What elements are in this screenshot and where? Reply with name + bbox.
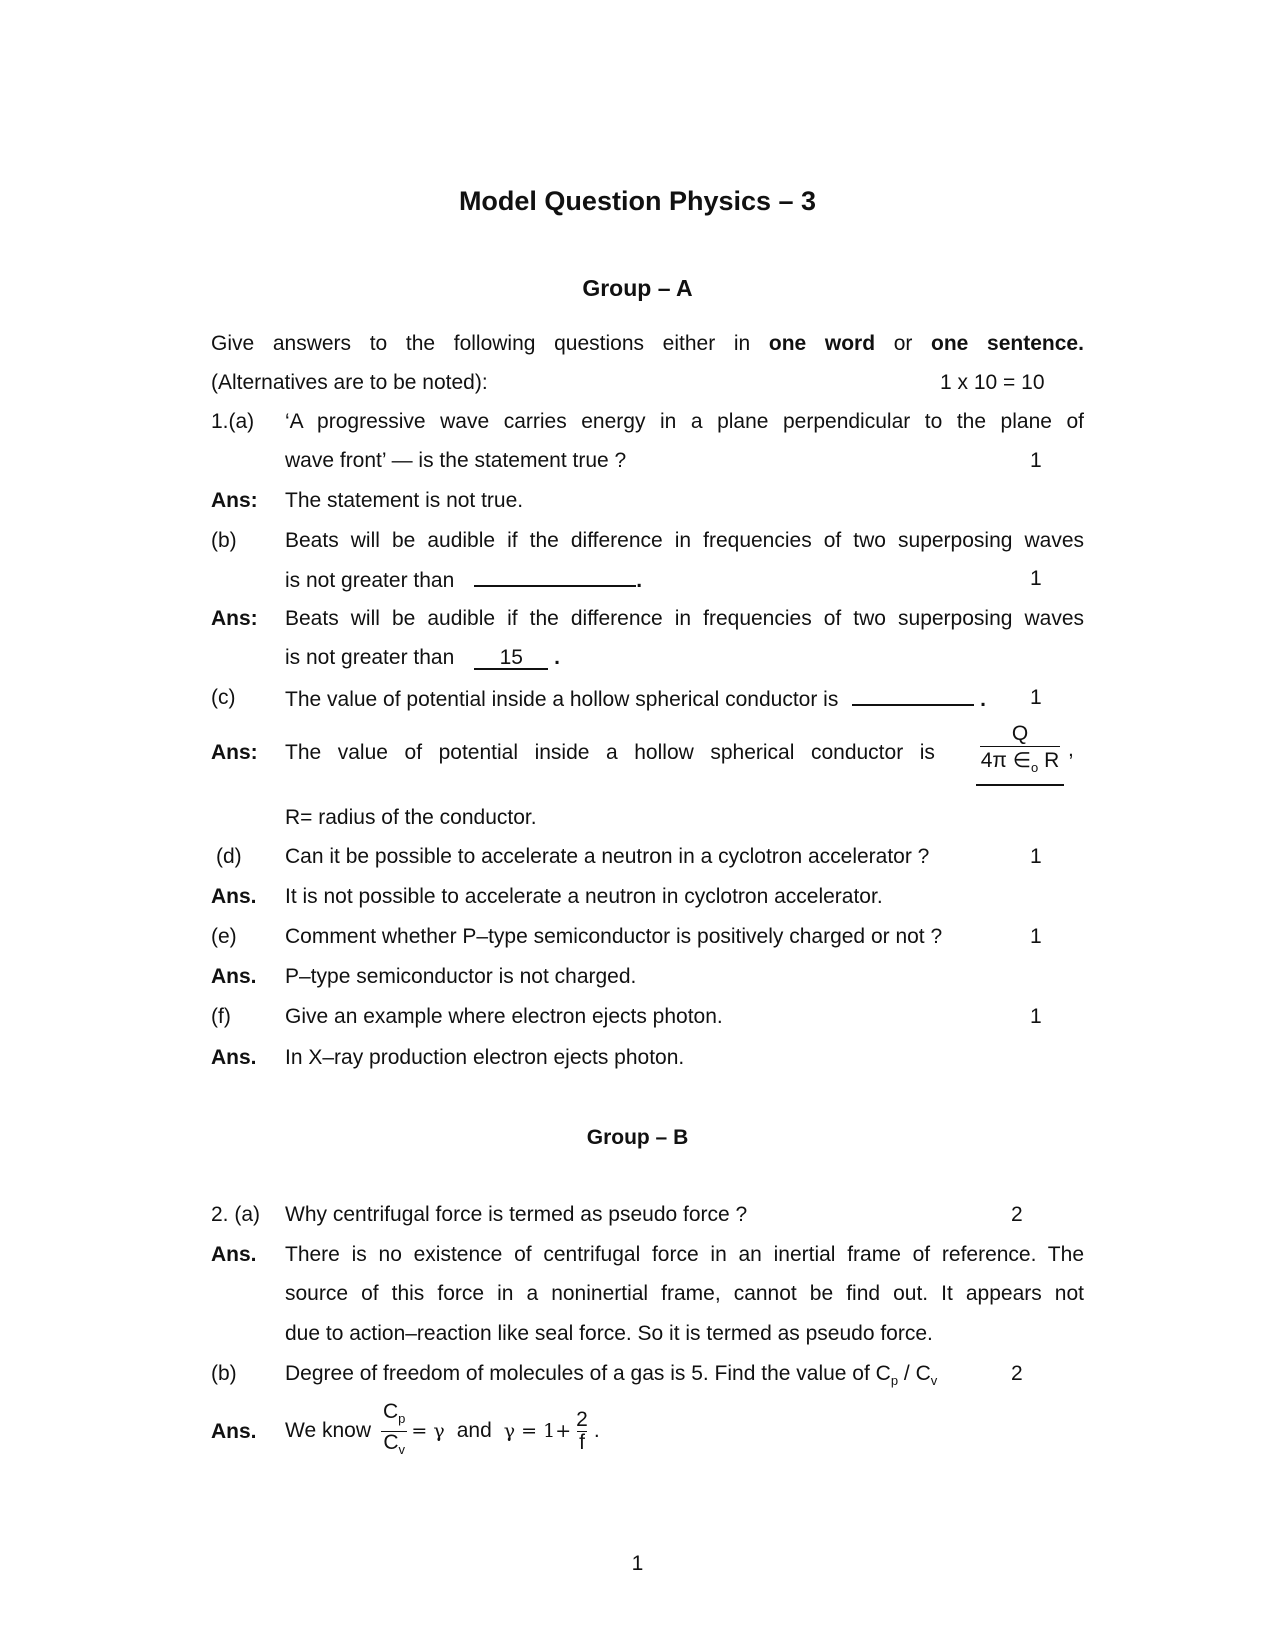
question-1c-line1: The value of potential inside a hollow spherical conductor is . — [285, 688, 986, 711]
answer-1f: In X–ray production electron ejects photon. — [285, 1046, 685, 1069]
question-1a-line1: ‘A progressive wave carries energy in a plane perpendicular to the plane of — [285, 410, 1084, 433]
answer-label: Ans: — [211, 741, 258, 764]
answer-2b-formula: We know $\frac{C_p}{C_v}$ = γ and γ = 1+ $\frac{2}{f}$ . — [285, 1398, 600, 1464]
emphasis-one-sentence: one sentence. — [931, 332, 1084, 355]
question-label: (c) — [211, 686, 236, 709]
question-1f-line1: Give an example where electron ejects photon. — [285, 1005, 723, 1028]
answer-1c-line2: R= radius of the conductor. — [285, 806, 537, 829]
question-marks: 1 — [1030, 845, 1042, 868]
instructions-line-2: (Alternatives are to be noted): — [211, 371, 488, 394]
question-marks: 1 — [1030, 567, 1042, 590]
answer-fill-value: 15 — [474, 647, 548, 670]
question-label: (d) — [216, 845, 242, 868]
answer-label: Ans. — [211, 1420, 257, 1443]
answer-1d: It is not possible to accelerate a neutron in cyclotron accelerator. — [285, 885, 883, 908]
comma: , — [1068, 738, 1074, 761]
question-label: (b) — [211, 529, 237, 552]
answer-1b-line2: is not greater than 15 . — [285, 646, 560, 669]
question-label: (f) — [211, 1005, 231, 1028]
group-a-heading: Group – A — [582, 275, 693, 301]
answer-2a-line1: There is no existence of centrifugal force in an inertial frame of reference. The — [285, 1243, 1084, 1266]
emphasis-one-word: one word — [768, 332, 876, 355]
marks-total: 1 x 10 = 10 — [940, 371, 1045, 394]
question-marks: 1 — [1030, 1005, 1042, 1028]
answer-2a-line3: due to action–reaction like seal force. So it is termed as pseudo force. — [285, 1322, 933, 1345]
question-label: (e) — [211, 925, 237, 948]
question-marks: 1 — [1030, 925, 1042, 948]
question-marks: 2 — [1011, 1362, 1023, 1385]
answer-label: Ans. — [211, 1243, 257, 1266]
answer-1b-line1: Beats will be audible if the difference in frequencies of two superposing waves — [285, 607, 1084, 630]
two-over-f-fraction: $\frac{2}{f}$ — [576, 1407, 588, 1454]
question-1b-line1: Beats will be audible if the difference in frequencies of two superposing waves — [285, 529, 1084, 552]
question-label: 1.(a) — [211, 410, 255, 433]
question-marks: 2 — [1011, 1203, 1023, 1226]
answer-label: Ans: — [211, 489, 258, 512]
instructions-line: Give answers to the following questions either in one word or one sentence. — [211, 332, 1084, 355]
answer-2a-line2: source of this force in a noninertial frame, cannot be find out. It appears not — [285, 1282, 1084, 1305]
formula-denominator: 4π $\in_o$ R — [980, 749, 1060, 776]
question-1a-line2: wave front’ — is the statement true ? — [285, 449, 627, 472]
question-label: 2. (a) — [211, 1203, 261, 1226]
answer-label: Ans. — [211, 1046, 257, 1069]
question-marks: 1 — [1030, 686, 1042, 709]
question-1d-line1: Can it be possible to accelerate a neutron in a cyclotron accelerator ? — [285, 845, 930, 868]
answer-1a: The statement is not true. — [285, 489, 524, 512]
question-label: (b) — [211, 1362, 237, 1385]
potential-formula — [978, 722, 1062, 786]
cp-cv-fraction: $\frac{C_p}{C_v}$ — [381, 1401, 407, 1460]
answer-label: Ans. — [211, 885, 257, 908]
answer-blank — [852, 686, 974, 706]
question-1e-line1: Comment whether P–type semiconductor is positively charged or not ? — [285, 925, 943, 948]
answer-blank — [474, 567, 636, 587]
question-2a-line1: Why centrifugal force is termed as pseudo force ? — [285, 1203, 748, 1226]
group-b-heading: Group – B — [586, 1126, 689, 1149]
answer-label: Ans: — [211, 607, 258, 630]
answer-label: Ans. — [211, 965, 257, 988]
page-title: Model Question Physics – 3 — [458, 186, 817, 216]
question-2b-line1: Degree of freedom of molecules of a gas is 5. Find the value of $C_p / C_v$ — [285, 1362, 938, 1389]
answer-1e: P–type semiconductor is not charged. — [285, 965, 637, 988]
formula-numerator: Q — [1011, 722, 1029, 745]
page-number: 1 — [631, 1552, 644, 1575]
answer-1c-line1: The value of potential inside a hollow spherical conductor is — [285, 741, 935, 764]
question-1b-line2: is not greater than . — [285, 569, 643, 592]
question-marks: 1 — [1030, 449, 1042, 472]
